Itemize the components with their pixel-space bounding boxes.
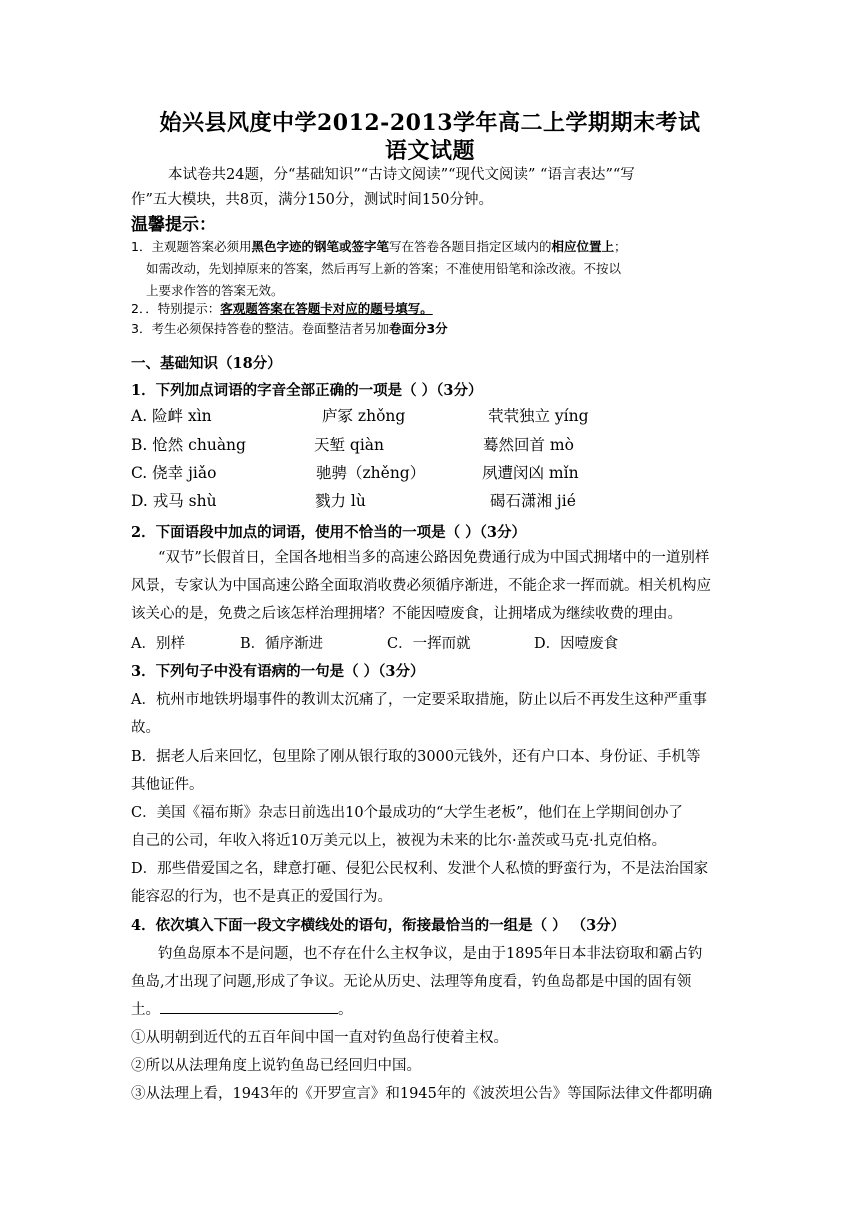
answer-blank (160, 999, 338, 1014)
q2-stem: 2．下面语段中加点的词语，使用不恰当的一项是（ ）（3分） (131, 524, 526, 541)
q2-paragraph-2: 风景，专家认为中国高速公路全面取消收费必须循序渐进，不能企求一挥而就。相关机构应 (131, 578, 711, 594)
tip-1: 1．主观题答案必须用黑色字迹的钢笔或签字笔写在答卷各题目指定区域内的相应位置上； (131, 239, 627, 254)
section-1-heading: 一、基础知识（18分） (131, 355, 282, 372)
q1-stem: 1．下列加点词语的字音全部正确的一项是（ ）（3分） (131, 382, 483, 399)
q1-option-b-right: 蓦然回首 mò (483, 436, 574, 454)
tip-1-line-3: 上要求作答的答案无效。 (146, 283, 284, 298)
q3-option-a-line-2: 故。 (131, 720, 160, 736)
exam-subtitle: 语文试题 (384, 138, 475, 164)
intro-line-1: 本试卷共24题，分“基础知识”“古诗文阅读”“现代文阅读” “语言表达”“写 (168, 167, 635, 183)
intro-line-2: 作”五大模块，共8页，满分150分，测试时间150分钟。 (131, 192, 493, 208)
q2-option-a: A．别样 (131, 636, 185, 652)
q1-option-b-mid: 天堑 qiàn (314, 436, 385, 454)
q3-option-a-line-1: A．杭州市地铁坍塌事件的教训太沉痛了，一定要采取措施，防止以后不再发生这种严重事 (131, 692, 707, 708)
q4-paragraph-2: 鱼岛,才出现了问题,形成了争议。无论从历史、法理等角度看，钓鱼岛都是中国的固有领 (131, 974, 692, 990)
q1-option-c-mid: 驰骋（zhěng） (316, 464, 426, 482)
q1-option-a-mid: 庐冢 zhǒng (322, 407, 406, 425)
tips-heading: 温馨提示： (131, 215, 216, 235)
tip-2: 2．．特别提示：客观题答案在答题卡对应的题号填写。 (131, 301, 433, 316)
q3-option-b-line-2: 其他证件。 (131, 777, 204, 793)
exam-title: 始兴县风度中学2012-2013学年高二上学期期末考试 (159, 110, 701, 136)
q1-option-d-mid: 戮力 lù (315, 492, 366, 510)
q1-option-c-left: C. 侥幸 jiǎo (131, 464, 217, 482)
q1-option-a-right: 茕茕独立 yíng (488, 407, 589, 425)
q2-option-c: C．一挥而就 (387, 636, 471, 652)
q4-sentence-3: ③从法理上看，1943年的《开罗宣言》和1945年的《波茨坦公告》等国际法律文件都明确 (131, 1086, 713, 1102)
q3-option-b-line-1: B．据老人后来回忆，包里除了刚从银行取的3000元钱外，还有户口本、身份证、手机等 (131, 749, 701, 765)
q3-option-c-line-2: 自己的公司，年收入将近10万美元以上，被视为未来的比尔·盖茨或马克·扎克伯格。 (131, 833, 667, 849)
q3-option-c-line-1: C．美国《福布斯》杂志日前选出10个最成功的“大学生老板”，他们在上学期间创办了 (131, 805, 683, 821)
q3-stem: 3．下列句子中没有语病的一句是（ ）（3分） (131, 663, 425, 680)
tip-3: 3．考生必须保持答卷的整洁。卷面整洁者另加卷面分3分 (131, 321, 448, 336)
q2-option-b: B．循序渐进 (240, 636, 324, 652)
q1-option-d-left: D. 戎马 shù (131, 492, 217, 510)
q1-option-c-right: 夙遭闵凶 mǐn (482, 464, 579, 482)
q4-sentence-1: ①从明朝到近代的五百年间中国一直对钓鱼岛行使着主权。 (131, 1030, 508, 1046)
q3-option-d-line-1: D．那些借爱国之名，肆意打砸、侵犯公民权利、发泄个人私愤的野蛮行为，不是法治国家 (131, 861, 709, 877)
q1-option-d-right: 碣石潇湘 jié (490, 492, 576, 510)
q2-option-d: D．因噎废食 (534, 636, 619, 652)
q4-paragraph-1: 钓鱼岛原本不是问题，也不存在什么主权争议，是由于1895年日本非法窃取和霸占钓 (158, 946, 703, 962)
q4-sentence-2: ②所以从法理角度上说钓鱼岛已经回归中国。 (131, 1058, 421, 1074)
tip-1-line-2: 如需改动，先划掉原来的答案，然后再写上新的答案；不准使用铅笔和涂改液。不按以 (146, 261, 622, 276)
q2-paragraph-3: 该关心的是，免费之后该怎样治理拥堵？不能因噎废食，让拥堵成为继续收费的理由。 (131, 606, 682, 622)
q1-option-a-left: A. 险衅 xìn (131, 407, 212, 425)
q4-paragraph-3: 土。 。 (131, 998, 353, 1019)
q2-paragraph-1: “双节”长假首日，全国各地相当多的高速公路因免费通行成为中国式拥堵中的一道别样 (158, 550, 710, 566)
q4-stem: 4．依次填入下面一段文字横线处的语句，衔接最恰当的一组是（ ） （3分） (131, 917, 626, 934)
q3-option-d-line-2: 能容忍的行为，也不是真正的爱国行为。 (131, 889, 392, 905)
q1-option-b-left: B. 怆然 chuàng (131, 436, 246, 454)
